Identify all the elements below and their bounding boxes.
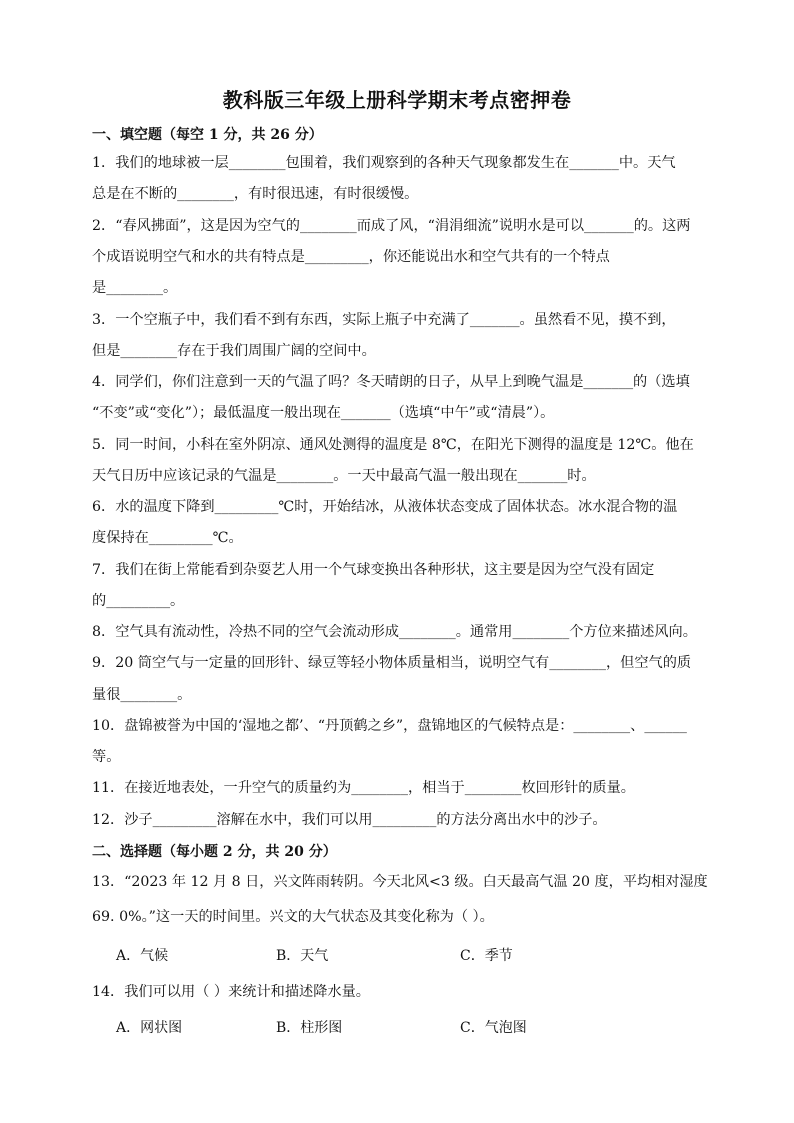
q10-line-1: 10．盘锦被誉为中国的‘湿地之都’、“丹顶鹤之乡”，盘锦地区的气候特点是：________、______ — [92, 718, 687, 734]
q4-line-1: 4．同学们，你们注意到一天的气温了吗？冬天晴朗的日子，从早上到晚气温是_______的（选填 — [92, 374, 690, 390]
exam-title: 教科版三年级上册科学期末考点密押卷 — [222, 88, 572, 112]
q9-line-2: 量很________。 — [92, 687, 192, 703]
q1-line-2: 总是在不断的________，有时很迅速，有时很缓慢。 — [92, 186, 419, 202]
q1-line-1: 1．我们的地球被一层________包围着，我们观察到的各种天气现象都发生在_______中。天气 — [92, 155, 676, 171]
q2-line-2: 个成语说明空气和水的共有特点是_________，你还能说出水和空气共有的一个特点 — [92, 249, 610, 265]
q2-line-3: 是________。 — [92, 280, 178, 296]
q13-line-2: 69. 0%。”这一天的时间里。兴文的大气状态及其变化称为（ ）。 — [92, 909, 494, 925]
q4-line-2: “不变”或“变化”）；最低温度一般出现在_______（选填“中午”或“清晨”）。 — [92, 405, 555, 421]
q13-option-c: C．季节 — [460, 948, 513, 964]
q6-line-1: 6．水的温度下降到_________℃时，开始结冰，从液体状态变成了固体状态。冰水混合物的温 — [92, 499, 678, 515]
q14-option-b: B．柱形图 — [276, 1020, 343, 1036]
q8-line-1: 8．空气具有流动性，冷热不同的空气会流动形成________。通常用________个方位来描述风向。 — [92, 624, 697, 640]
q13-line-1: 13．“2023 年 12 月 8 日，兴文阵雨转阴。今天北风<3 级。白天最高气温 20 度，平均相对湿度 — [92, 874, 708, 890]
q5-line-1: 5．同一时间，小科在室外阴凉、通风处测得的温度是 8℃，在阳光下测得的温度是 12℃。他在 — [92, 437, 694, 453]
q5-line-2: 天气日历中应该记录的气温是________。一天中最高气温一般出现在_______时。 — [92, 468, 596, 484]
q10-line-2: 等。 — [92, 749, 121, 765]
q13-option-a: A．气候 — [116, 948, 169, 964]
q13-option-b: B．天气 — [276, 948, 329, 964]
q3-line-2: 但是________存在于我们周围广阔的空间中。 — [92, 343, 376, 359]
q7-line-2: 的_________。 — [92, 593, 185, 609]
q3-line-1: 3．一个空瓶子中，我们看不到有东西，实际上瓶子中充满了_______。虽然看不见，摸不到， — [92, 312, 676, 328]
q11-line-1: 11．在接近地表处，一升空气的质量约为________，相当于________枚回形针的质量。 — [92, 780, 635, 796]
q2-line-1: 2．“春风拂面”，这是因为空气的________而成了风，“涓涓细流”说明水是可以_______的。这两 — [92, 218, 691, 234]
q6-line-2: 度保持在_________℃。 — [92, 530, 243, 546]
q14-option-a: A．网状图 — [116, 1020, 183, 1036]
q12-line-1: 12．沙子_________溶解在水中，我们可以用_________的方法分离出水中的沙子。 — [92, 812, 607, 828]
q9-line-1: 9．20 筒空气与一定量的回形针、绿豆等轻小物体质量相当，说明空气有________，但空气的质 — [92, 655, 692, 671]
q7-line-1: 7．我们在街上常能看到杂耍艺人用一个气球变换出各种形状，这主要是因为空气没有固定 — [92, 562, 655, 578]
section-1-heading: 一、填空题（每空 1 分，共 26 分） — [92, 127, 323, 143]
q14-line-1: 14．我们可以用（ ）来统计和描述降水量。 — [92, 984, 370, 1000]
q14-option-c: C．气泡图 — [460, 1020, 527, 1036]
section-2-heading: 二、选择题（每小题 2 分，共 20 分） — [92, 844, 337, 860]
